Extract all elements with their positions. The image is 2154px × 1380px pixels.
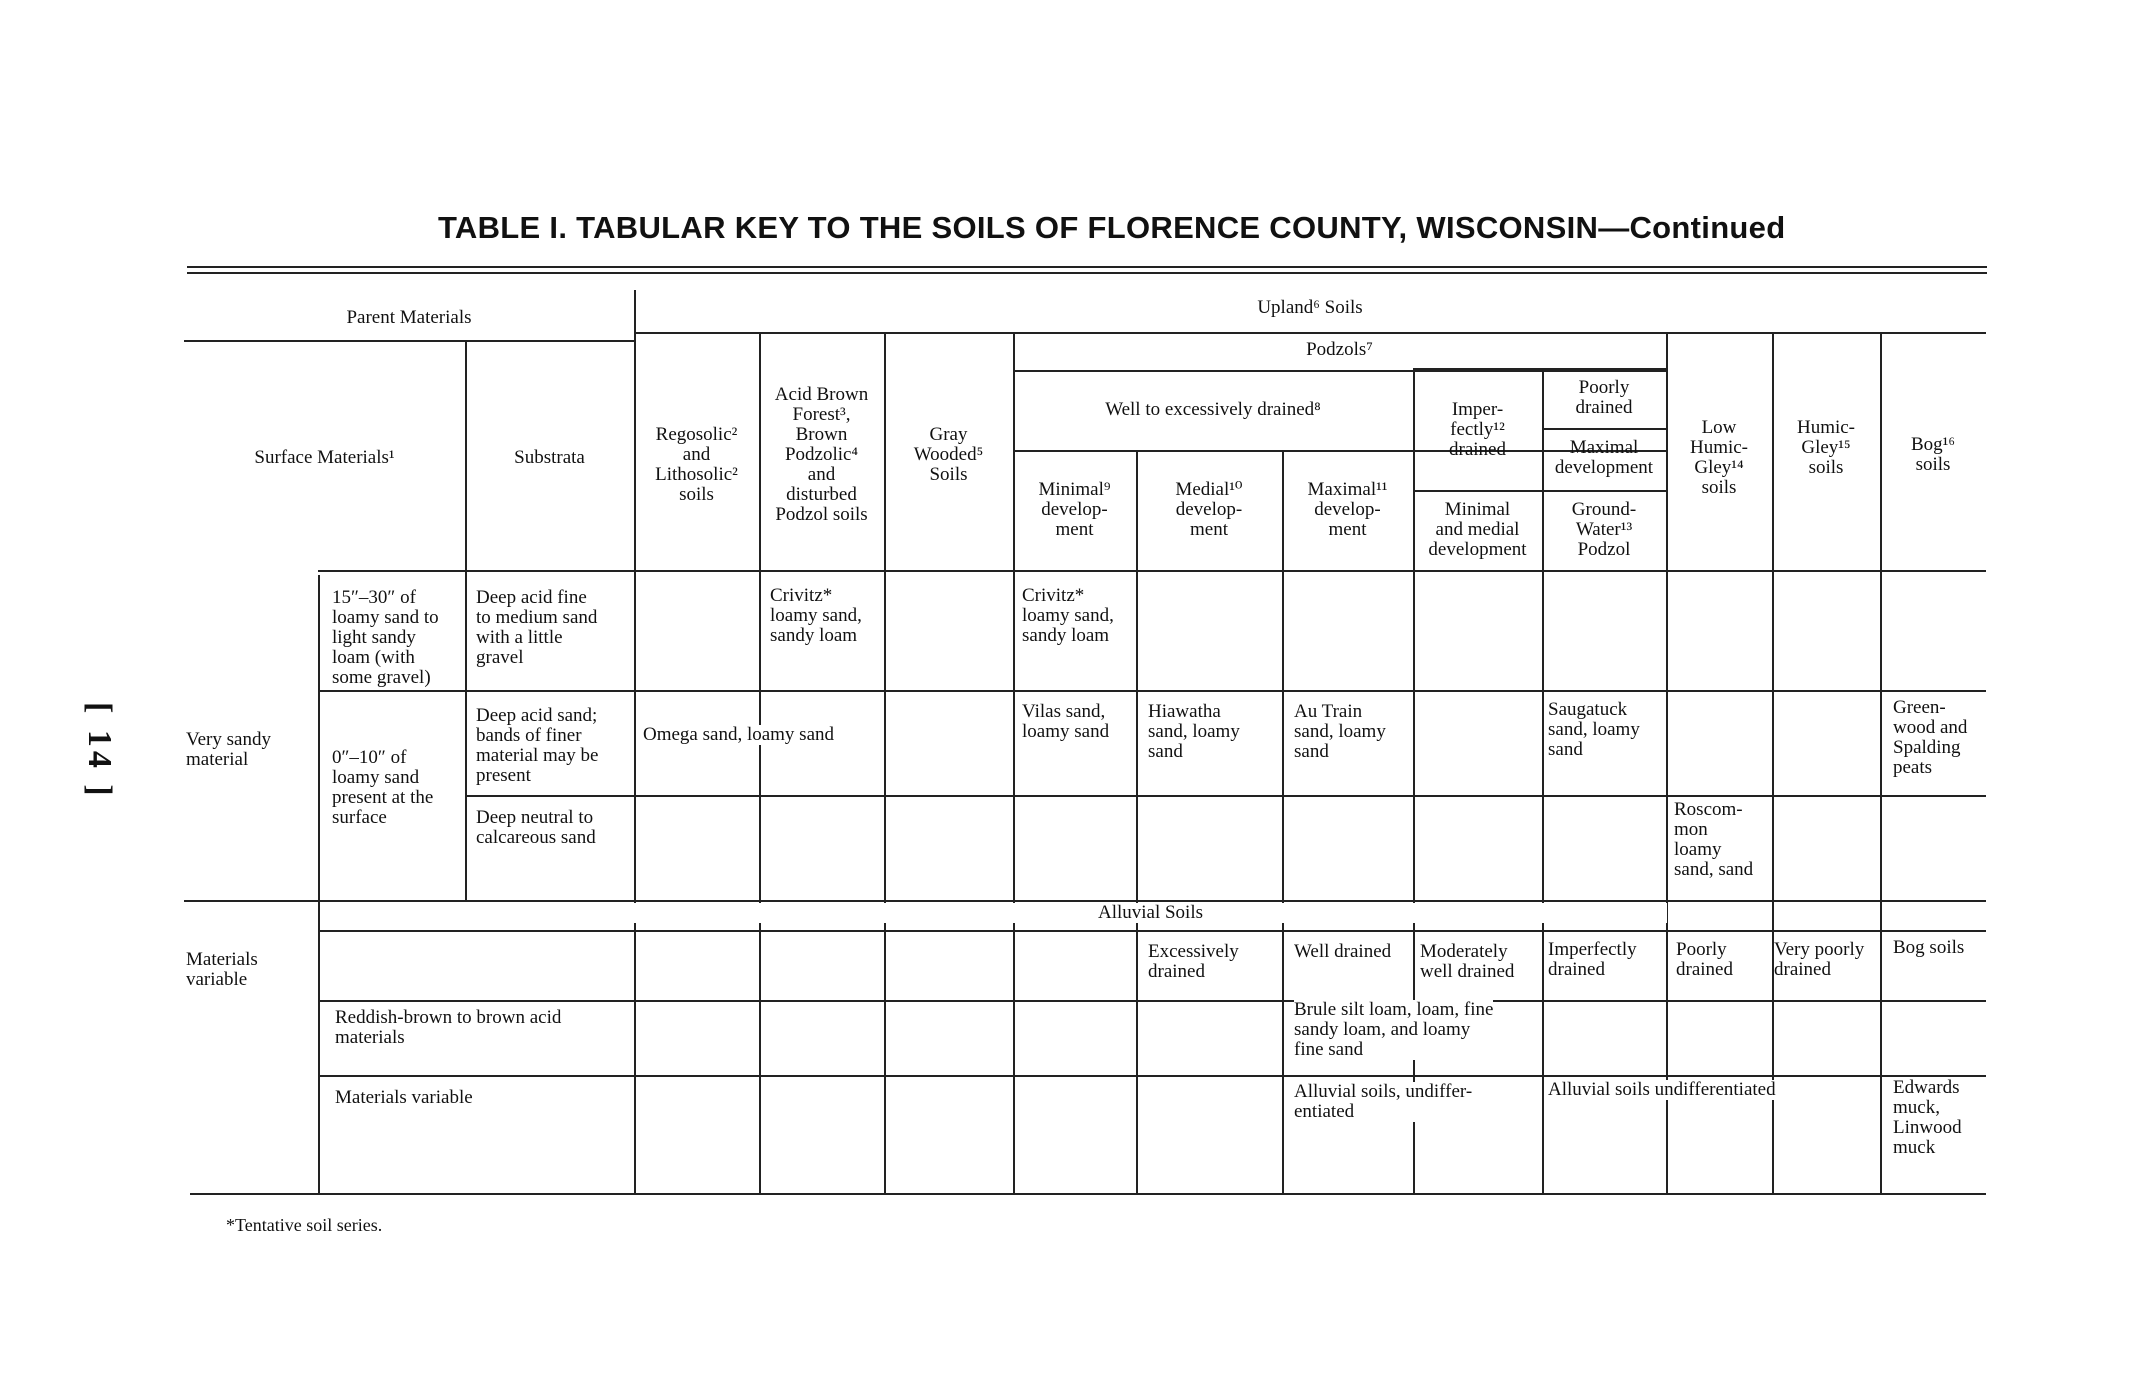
cell: Alluvial soils undifferentiated bbox=[1548, 1079, 1776, 1100]
header-imperfectly: Imper- fectly¹² drained bbox=[1449, 399, 1506, 460]
col-divider bbox=[465, 340, 467, 900]
cell: Vilas sand, loamy sand bbox=[1022, 701, 1110, 742]
cell: Reddish-brown to brown acid materials bbox=[335, 1007, 562, 1048]
rule bbox=[318, 690, 1986, 692]
header-acid-brown: Acid Brown Forest³, Brown Podzolic⁴ and disturbed Podzol soils bbox=[774, 384, 869, 525]
cell: Crivitz* loamy sand, sandy loam bbox=[770, 585, 862, 646]
header-poorly: Poorly drained bbox=[1575, 377, 1633, 418]
header-low-humic: Low Humic- Gley¹⁴ soils bbox=[1689, 417, 1749, 498]
rule bbox=[184, 340, 634, 342]
cell: Excessively drained bbox=[1148, 941, 1239, 982]
rule bbox=[318, 570, 1986, 572]
cell: Very poorly drained bbox=[1774, 939, 1865, 980]
rule bbox=[184, 900, 1986, 902]
rule bbox=[465, 795, 1986, 797]
header-substrata: Substrata bbox=[514, 447, 585, 468]
cell: Au Train sand, loamy sand bbox=[1294, 701, 1386, 762]
col-divider bbox=[1282, 450, 1284, 1193]
header-maximal: Maximal¹¹ develop- ment bbox=[1307, 479, 1388, 540]
cell: Alluvial soils, undiffer- entiated bbox=[1294, 1081, 1473, 1122]
rule bbox=[318, 930, 1986, 932]
footnote: *Tentative soil series. bbox=[226, 1215, 383, 1235]
row-label-very-sandy: Very sandy material bbox=[186, 729, 271, 770]
top-double-rule bbox=[187, 272, 1987, 274]
rule bbox=[1413, 490, 1666, 492]
col-divider bbox=[1136, 450, 1138, 1193]
alluvial-soils-label: Alluvial Soils bbox=[634, 903, 1667, 923]
cell: Poorly drained bbox=[1676, 939, 1733, 980]
cell: Omega sand, loamy sand bbox=[643, 724, 835, 745]
table-title: TABLE I. TABULAR KEY TO THE SOILS OF FLORENCE COUNTY, WISCONSIN—Continued bbox=[438, 210, 1786, 245]
cell: Bog soils bbox=[1893, 937, 1965, 958]
cell: Moderately well drained bbox=[1420, 941, 1515, 982]
row-label-materials-variable: Materials variable bbox=[186, 949, 258, 990]
cell: Imperfectly drained bbox=[1548, 939, 1637, 980]
header-upland-soils: Upland⁶ Soils bbox=[1257, 297, 1363, 318]
header-gray-wooded: Gray Wooded⁵ Soils bbox=[913, 424, 984, 485]
header-medial: Medial¹⁰ develop- ment bbox=[1175, 479, 1243, 540]
rule bbox=[1542, 428, 1666, 430]
cell: Deep acid sand; bands of finer material may be present bbox=[476, 705, 599, 786]
cell: Saugatuck sand, loamy sand bbox=[1548, 699, 1640, 760]
header-minimal-medial: Minimal and medial development bbox=[1428, 499, 1527, 560]
rule bbox=[318, 1000, 1986, 1002]
cell: Well drained bbox=[1294, 941, 1392, 962]
top-double-rule bbox=[187, 266, 1987, 268]
col-divider bbox=[1413, 368, 1415, 1193]
cell: Deep acid fine to medium sand with a little gravel bbox=[476, 587, 598, 668]
cell: Deep neutral to calcareous sand bbox=[476, 807, 596, 848]
header-humic-gley: Humic- Gley¹⁵ soils bbox=[1796, 417, 1856, 478]
cell: Materials variable bbox=[335, 1087, 473, 1108]
header-ground-water: Ground- Water¹³ Podzol bbox=[1571, 499, 1637, 560]
header-podzols: Podzols⁷ bbox=[1306, 339, 1373, 360]
cell: 0″–10″ of loamy sand present at the surface bbox=[332, 747, 434, 828]
cell: Green- wood and Spalding peats bbox=[1893, 697, 1968, 778]
col-divider bbox=[1542, 370, 1544, 1193]
header-bog: Bog¹⁶ soils bbox=[1911, 434, 1955, 475]
bottom-rule bbox=[190, 1193, 1986, 1195]
header-surface-materials: Surface Materials¹ bbox=[254, 447, 395, 468]
header-well-drained: Well to excessively drained⁸ bbox=[1105, 399, 1321, 420]
col-divider bbox=[1013, 332, 1015, 1193]
col-divider bbox=[318, 575, 320, 1193]
cell: 15″–30″ of loamy sand to light sandy loam (with some gravel) bbox=[332, 587, 439, 688]
header-maximal-dev: Maximal development bbox=[1554, 437, 1654, 478]
rule bbox=[318, 1075, 1986, 1077]
rule bbox=[634, 332, 1986, 334]
rule bbox=[1413, 368, 1666, 370]
cell: Brule silt loam, loam, fine sandy loam, and loamy fine sand bbox=[1294, 999, 1494, 1060]
header-minimal: Minimal⁹ develop- ment bbox=[1038, 479, 1111, 540]
cell: Roscom- mon loamy sand, sand bbox=[1674, 799, 1754, 880]
page-number: [ 14 ] bbox=[81, 702, 118, 800]
cell: Crivitz* loamy sand, sandy loam bbox=[1022, 585, 1114, 646]
header-regosolic: Regosolic² and Lithosolic² soils bbox=[655, 424, 738, 505]
cell: Hiawatha sand, loamy sand bbox=[1148, 701, 1240, 762]
header-parent-materials: Parent Materials bbox=[346, 307, 472, 328]
cell: Edwards muck, Linwood muck bbox=[1893, 1077, 1962, 1158]
rule bbox=[1013, 370, 1666, 372]
